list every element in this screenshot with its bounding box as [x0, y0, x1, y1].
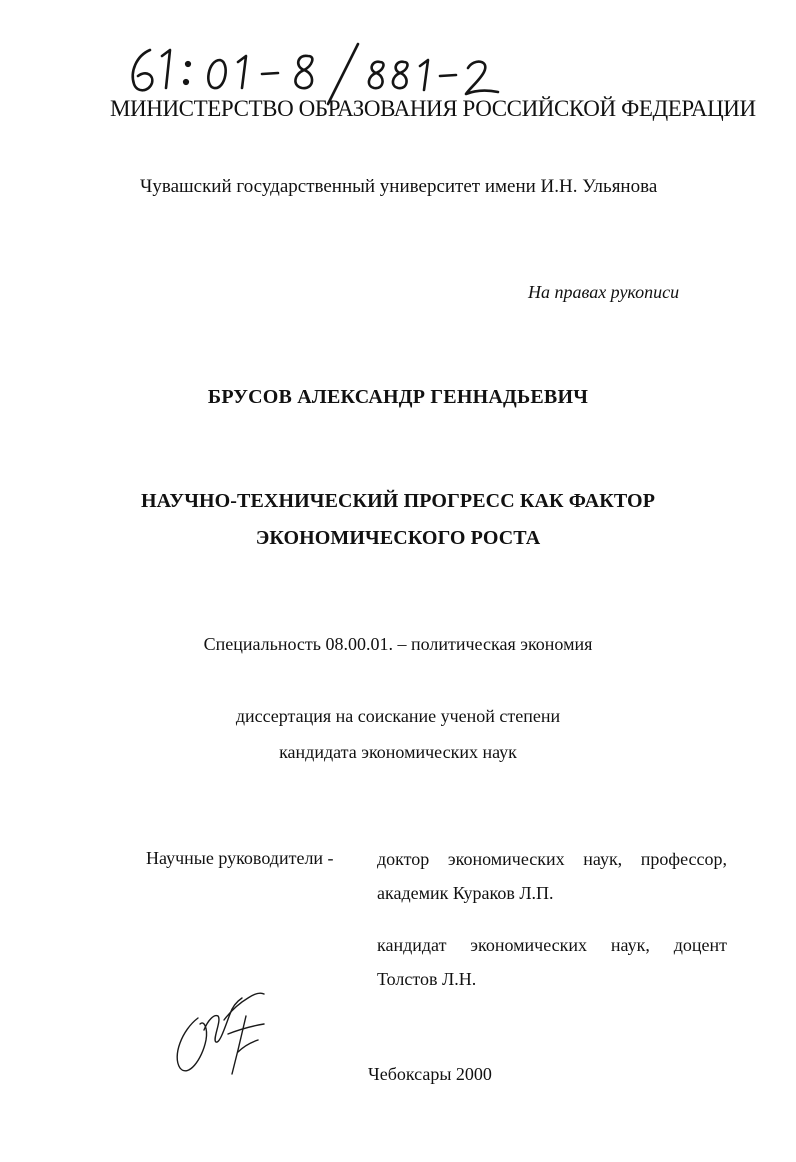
supervisor-1	[377, 842, 727, 910]
author-name: БРУСОВ АЛЕКСАНДР ГЕННАДЬЕВИЧ	[207, 386, 589, 408]
supervisor-2-line-2: Толстов Л.Н.	[377, 969, 477, 989]
manuscript-note: На правах рукописи	[528, 282, 680, 302]
degree-line-2: кандидата экономических наук	[279, 742, 517, 762]
supervisor-1-line-1: доктор экономических наук, профессор,	[377, 849, 727, 869]
supervisors-label: Научные руководители -	[146, 848, 334, 868]
city-and-year: Чебоксары 2000	[368, 1064, 492, 1084]
university-name: Чувашский государственный университет имени И.Н. Ульянова	[140, 176, 658, 197]
supervisor-2-line-1: кандидат экономических наук, доцент	[377, 935, 727, 955]
supervisor-2	[377, 928, 727, 996]
signature-image	[168, 990, 278, 1080]
dissertation-title-line-2: ЭКОНОМИЧЕСКОГО РОСТА	[255, 527, 541, 549]
specialty: Специальность 08.00.01. – политическая экономия	[203, 634, 593, 654]
ministry-heading: МИНИСТЕРСТВО ОБРАЗОВАНИЯ РОССИЙСКОЙ ФЕДЕРАЦИИ	[110, 96, 756, 121]
supervisor-1-line-2: академик Кураков Л.П.	[377, 883, 554, 903]
dissertation-title-line-1: НАУЧНО-ТЕХНИЧЕСКИЙ ПРОГРЕСС КАК ФАКТОР	[140, 490, 656, 512]
degree-line-1: диссертация на соискание ученой степени	[235, 706, 561, 726]
